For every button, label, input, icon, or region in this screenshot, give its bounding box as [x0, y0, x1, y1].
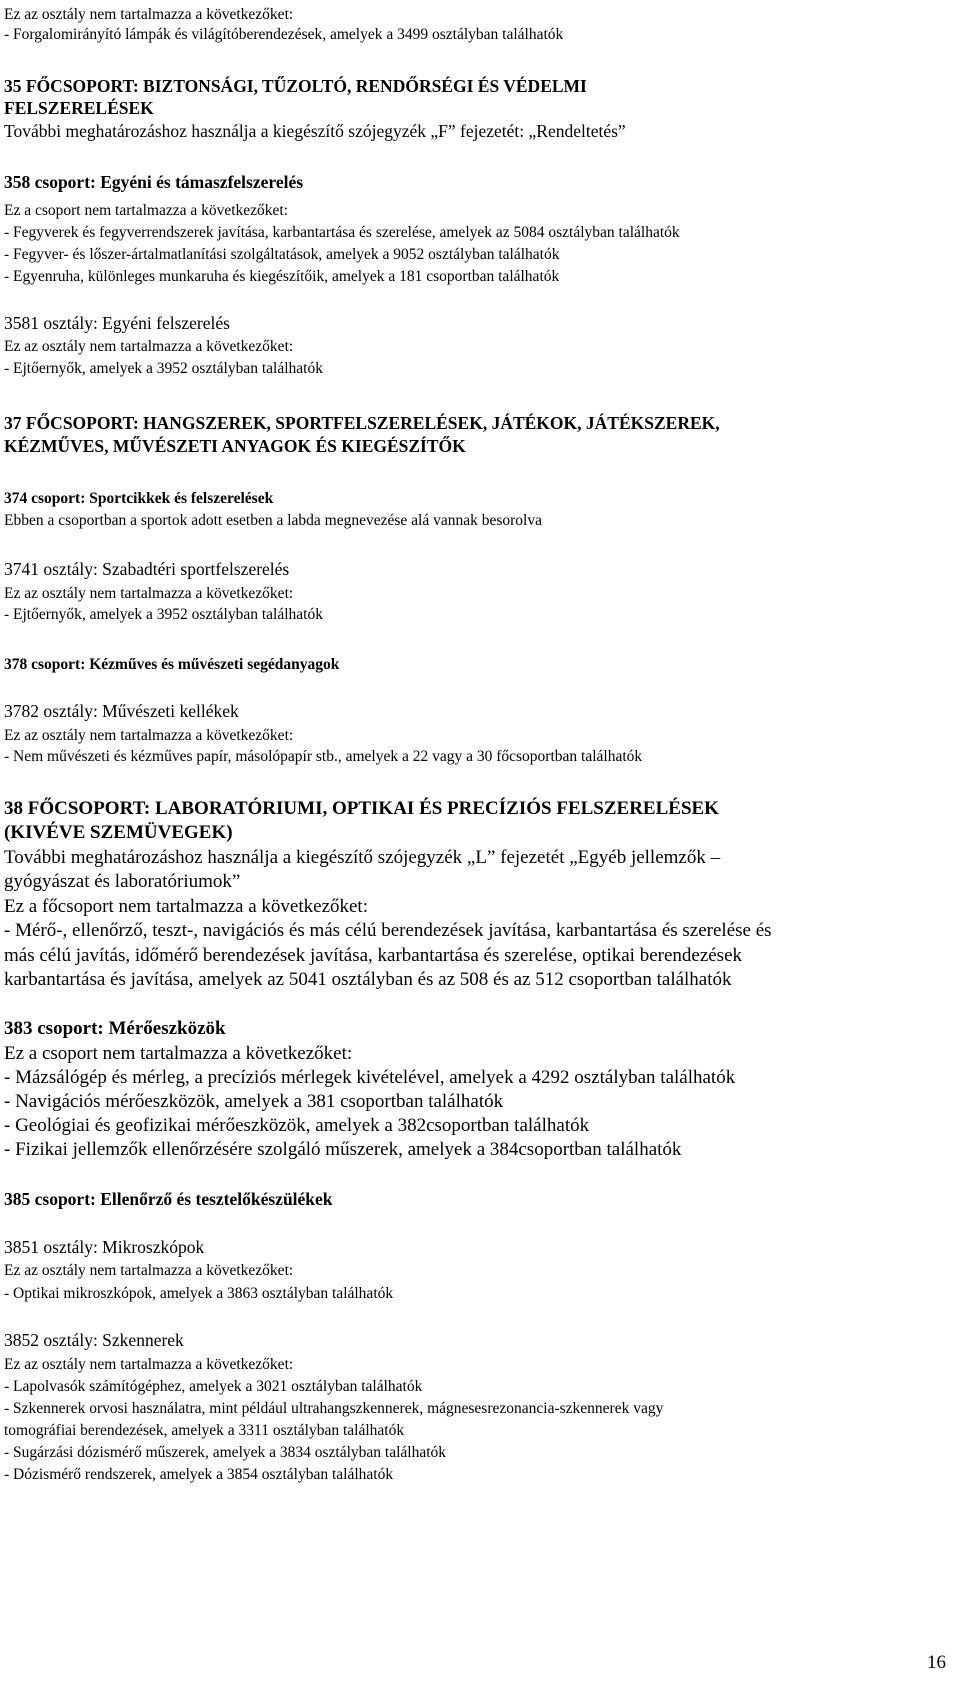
class-exclusion-intro: Ez az osztály nem tartalmazza a következőket: [4, 585, 294, 602]
main-group-35-heading-cont: FELSZERELÉSEK [4, 98, 154, 118]
main-group-38-note: További meghatározáshoz használja a kiegészítő szójegyzék „L” fejezetét „Egyéb jellemzők – [4, 847, 721, 868]
exclusion-item: - Mérő-, ellenőrző, teszt-, navigációs és más célú berendezések javítása, karbantartása és szerelése és [4, 920, 772, 941]
exclusion-item: - Optikai mikroszkópok, amelyek a 3863 osztályban találhatók [4, 1285, 394, 1302]
main-group-35-heading: 35 FŐCSOPORT: BIZTONSÁGI, TŰZOLTÓ, RENDŐRSÉGI ÉS VÉDELMI [4, 76, 587, 96]
exclusion-item: - Mázsálógép és mérleg, a precíziós mérlegek kivételével, amelyek a 4292 osztályban találhatók [4, 1067, 736, 1088]
exclusion-item: - Sugárzási dózismérő műszerek, amelyek a 3834 osztályban találhatók [4, 1444, 447, 1461]
class-3741-heading: 3741 osztály: Szabadtéri sportfelszerelés [4, 559, 290, 579]
group-358-heading: 358 csoport: Egyéni és támaszfelszerelés [4, 172, 304, 192]
main-group-37-heading: 37 FŐCSOPORT: HANGSZEREK, SPORTFELSZERELÉSEK, JÁTÉKOK, JÁTÉKSZEREK, [4, 413, 720, 433]
exclusion-item: - Fegyver- és lőszer-ártalmatlanítási szolgáltatások, amelyek a 9052 osztályban találhatók [4, 246, 560, 263]
main-group-35-note: További meghatározáshoz használja a kiegészítő szójegyzék „F” fejezetét: „Rendeltetés” [4, 121, 626, 141]
group-exclusion-intro: Ez a csoport nem tartalmazza a következőket: [4, 202, 289, 219]
group-383-heading: 383 csoport: Mérőeszközök [4, 1018, 226, 1039]
group-385-heading: 385 csoport: Ellenőrző és tesztelőkészülékek [4, 1189, 333, 1209]
exclusion-item: - Szkennerek orvosi használatra, mint például ultrahangszkennerek, mágnesesrezonancia-szkennerek vagy [4, 1400, 664, 1417]
group-374-heading: 374 csoport: Sportcikkek és felszerelések [4, 490, 274, 507]
group-378-heading: 378 csoport: Kézműves és művészeti segédanyagok [4, 656, 340, 673]
class-exclusion-intro: Ez az osztály nem tartalmazza a következőket: [4, 1356, 294, 1373]
class-3852-heading: 3852 osztály: Szkennerek [4, 1330, 184, 1350]
exclusion-item-cont: karbantartása és javítása, amelyek az 5041 osztályban és az 508 és az 512 csoportban találhatók [4, 969, 732, 990]
class-3851-heading: 3851 osztály: Mikroszkópok [4, 1237, 205, 1257]
class-exclusion-intro: Ez az osztály nem tartalmazza a következőket: [4, 6, 294, 23]
exclusion-item-cont: más célú javítás, időmérő berendezések javítása, karbantartása és szerelése, optikai berendezések [4, 945, 743, 966]
page-number: 16 [927, 1652, 946, 1673]
group-exclusion-intro: Ez a csoport nem tartalmazza a következőket: [4, 1043, 353, 1064]
exclusion-item: - Fizikai jellemzők ellenőrzésére szolgáló műszerek, amelyek a 384csoportban találhatók [4, 1139, 682, 1160]
class-exclusion-intro: Ez az osztály nem tartalmazza a következőket: [4, 338, 294, 355]
class-3782-heading: 3782 osztály: Művészeti kellékek [4, 701, 239, 721]
exclusion-item-cont: tomográfiai berendezések, amelyek a 3311 osztályban találhatók [4, 1422, 405, 1439]
class-exclusion-intro: Ez az osztály nem tartalmazza a következőket: [4, 727, 294, 744]
main-group-38-note-cont: gyógyászat és laboratóriumok” [4, 871, 241, 892]
exclusion-item: - Fegyverek és fegyverrendszerek javítása, karbantartása és szerelése, amelyek az 5084 osztályban találhatók [4, 224, 680, 241]
exclusion-item: - Dózismérő rendszerek, amelyek a 3854 osztályban találhatók [4, 1466, 394, 1483]
exclusion-item: - Navigációs mérőeszközök, amelyek a 381 csoportban találhatók [4, 1091, 504, 1112]
group-374-note: Ebben a csoportban a sportok adott esetben a labda megnevezése alá vannak besorolva [4, 512, 542, 529]
exclusion-item: - Ejtőernyők, amelyek a 3952 osztályban találhatók [4, 360, 323, 377]
main-group-37-heading-cont: KÉZMŰVES, MŰVÉSZETI ANYAGOK ÉS KIEGÉSZÍTŐK [4, 436, 466, 456]
exclusion-item: - Egyenruha, különleges munkaruha és kiegészítőik, amelyek a 181 csoportban találhatók [4, 268, 560, 285]
main-group-38-heading-cont: (KIVÉVE SZEMÜVEGEK) [4, 822, 233, 843]
exclusion-item: - Lapolvasók számítógéphez, amelyek a 3021 osztályban találhatók [4, 1378, 423, 1395]
exclusion-item: - Nem művészeti és kézműves papír, másolópapír stb., amelyek a 22 vagy a 30 főcsoportban találhatók [4, 748, 643, 765]
exclusion-item: - Geológiai és geofizikai mérőeszközök, amelyek a 382csoportban találhatók [4, 1115, 590, 1136]
exclusion-item: - Forgalomirányító lámpák és világítóberendezések, amelyek a 3499 osztályban találhatók [4, 26, 564, 43]
main-group-38-heading: 38 FŐCSOPORT: LABORATÓRIUMI, OPTIKAI ÉS PRECÍZIÓS FELSZERELÉSEK [4, 798, 719, 819]
exclusion-item: - Ejtőernyők, amelyek a 3952 osztályban találhatók [4, 606, 323, 623]
class-3581-heading: 3581 osztály: Egyéni felszerelés [4, 313, 230, 333]
class-exclusion-intro: Ez az osztály nem tartalmazza a következőket: [4, 1262, 294, 1279]
main-group-exclusion-intro: Ez a főcsoport nem tartalmazza a következőket: [4, 896, 368, 917]
